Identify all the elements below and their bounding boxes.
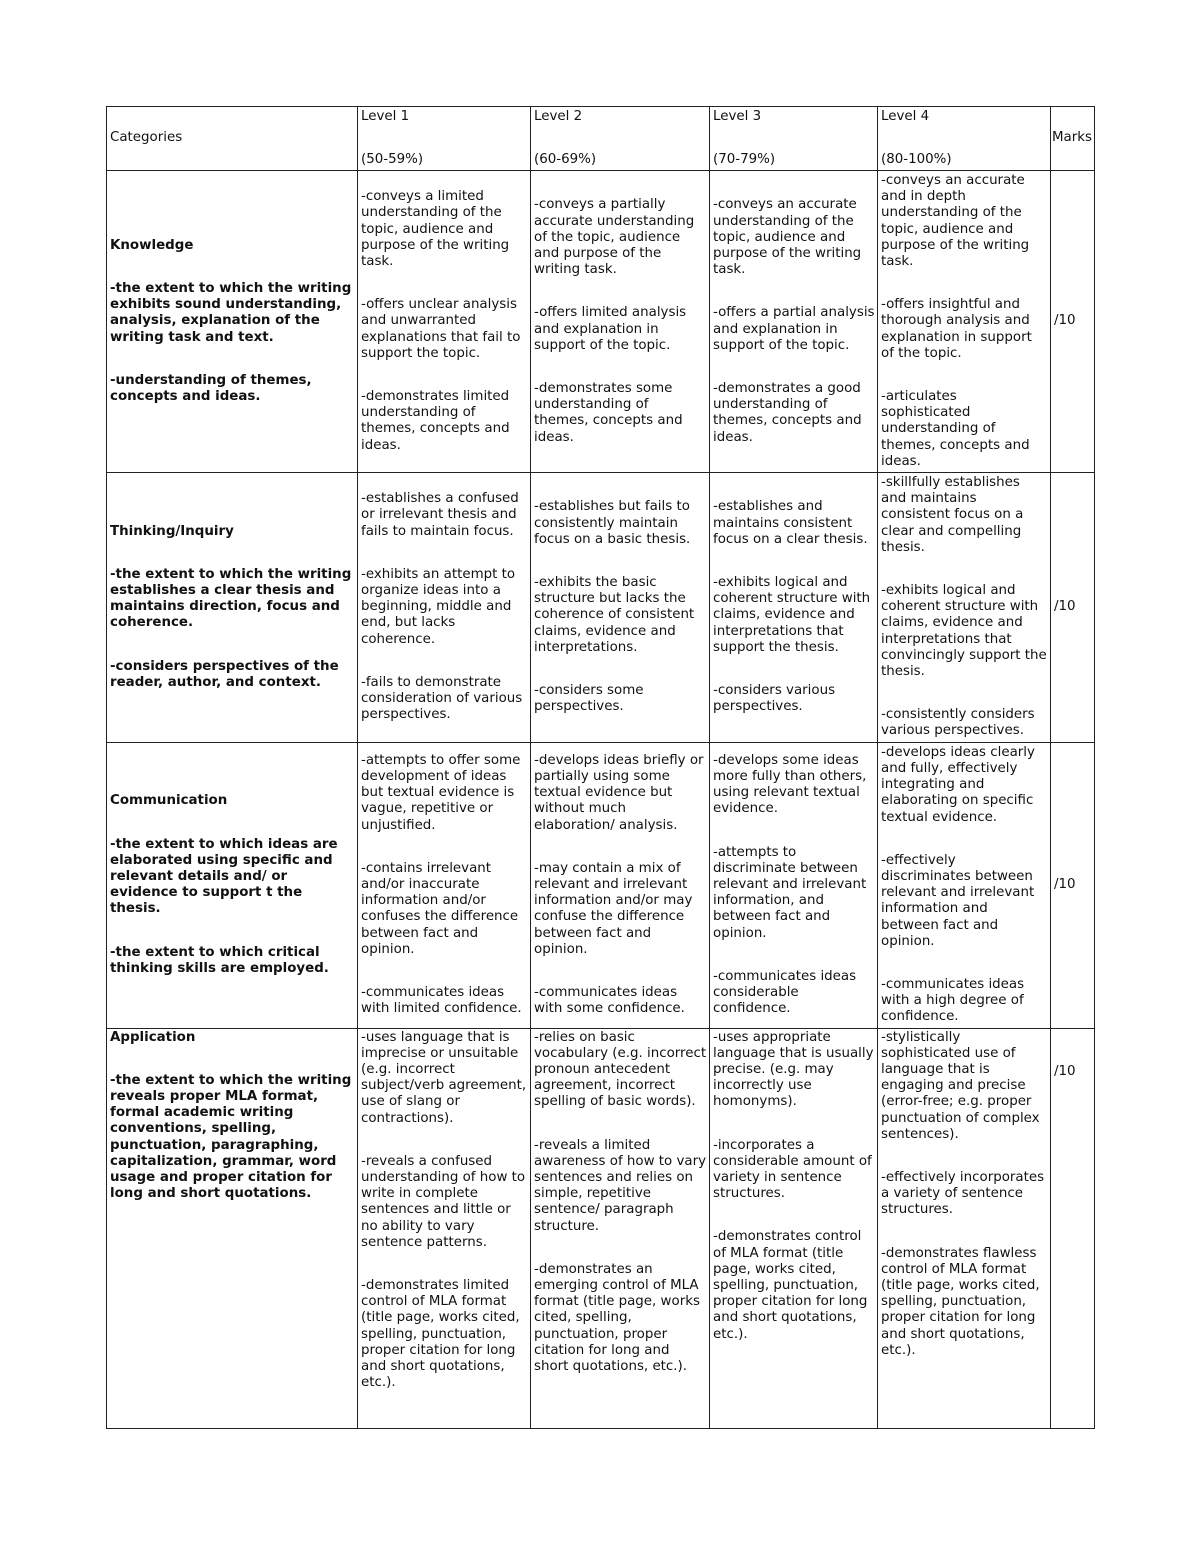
criterion-text: -communicates ideas considerable confidence. bbox=[713, 968, 857, 1017]
criterion-text: -demonstrates an emerging control of MLA format (title page, works cited, spelling, punctuation, proper citation for long and short quotations, etc.). bbox=[534, 1261, 700, 1374]
criterion-text: -establishes a confused or irrelevant thesis and fails to maintain focus. bbox=[361, 491, 519, 539]
criterion-text: -establishes and maintains consistent focus on a clear thesis. bbox=[713, 499, 868, 547]
criterion-text: -demonstrates limited control of MLA format (title page, works cited, spelling, punctuation, proper citation for long and short quotations, etc.). bbox=[361, 1277, 520, 1391]
criterion-text: -demonstrates a good understanding of themes, concepts and ideas. bbox=[713, 380, 862, 445]
category-description: -the extent to which the writing establishes a clear thesis and maintains direction, focus and coherence. bbox=[110, 566, 352, 631]
level-name: Level 1 bbox=[361, 109, 410, 125]
category-cell bbox=[107, 1028, 358, 1428]
criterion-text: -conveys a limited understanding of the topic, audience and purpose of the writing task. bbox=[361, 189, 510, 270]
level-4-header bbox=[878, 107, 1051, 171]
criterion-text: -develops ideas clearly and fully, effectively integrating and elaborating on specific textual evidence. bbox=[881, 744, 1035, 825]
level-1-cell bbox=[358, 742, 531, 1028]
criterion-text: -communicates ideas with limited confidence. bbox=[361, 985, 522, 1017]
criterion-text: -relies on basic vocabulary (e.g. incorrect pronoun antecedent agreement, incorrect spelling of basic words). bbox=[534, 1029, 707, 1110]
criterion-text: -incorporates a considerable amount of variety in sentence structures. bbox=[713, 1137, 872, 1202]
category-title: Thinking/Inquiry bbox=[110, 523, 234, 539]
criterion-text: -attempts to discriminate between relevant and irrelevant information, and between fact and opinion. bbox=[713, 844, 867, 941]
criterion-text: -effectively discriminates between relevant and irrelevant information and between fact and opinion. bbox=[881, 852, 1035, 949]
criterion-text: -exhibits logical and coherent structure with claims, evidence and interpretations that support the thesis. bbox=[713, 574, 871, 655]
level-2-cell bbox=[531, 1028, 710, 1428]
level-3-cell bbox=[710, 742, 878, 1028]
level-2-cell bbox=[531, 742, 710, 1028]
category-description: -the extent to which critical thinking skills are employed. bbox=[110, 944, 329, 976]
criterion-text: -demonstrates control of MLA format (title page, works cited, spelling, punctuation, proper citation for long and short quotations, etc.). bbox=[713, 1229, 868, 1342]
level-1-header bbox=[358, 107, 531, 171]
criterion-text: -develops some ideas more fully than others, using relevant textual evidence. bbox=[713, 752, 867, 817]
criterion-text: -consistently considers various perspectives. bbox=[881, 707, 1035, 739]
level-4-cell bbox=[878, 1028, 1051, 1428]
rubric-row-thinking-inquiry bbox=[107, 473, 1095, 743]
header-row bbox=[107, 107, 1095, 171]
marks-header: Marks bbox=[1051, 107, 1095, 171]
criterion-text: -offers limited analysis and explanation in support of the topic. bbox=[534, 305, 687, 353]
rubric-table bbox=[106, 106, 1095, 1429]
level-3-cell bbox=[710, 171, 878, 473]
criterion-text: -effectively incorporates a variety of sentence structures. bbox=[881, 1169, 1045, 1218]
marks-cell: /10 bbox=[1051, 473, 1095, 743]
level-3-header bbox=[710, 107, 878, 171]
level-4-cell bbox=[878, 473, 1051, 743]
criterion-text: -fails to demonstrate consideration of various perspectives. bbox=[361, 674, 523, 723]
level-4-cell bbox=[878, 742, 1051, 1028]
level-range: (50-59%) bbox=[361, 151, 424, 167]
criterion-text: -reveals a limited awareness of how to vary sentences and relies on simple, repetitive sentence/ paragraph structure. bbox=[534, 1137, 707, 1234]
criterion-text: -contains irrelevant and/or inaccurate information and/or confuses the difference between fact and opinion. bbox=[361, 860, 519, 957]
rubric-row-application bbox=[107, 1028, 1095, 1428]
criterion-text: -establishes but fails to consistently maintain focus on a basic thesis. bbox=[534, 499, 691, 547]
criterion-text: -considers some perspectives. bbox=[534, 682, 644, 715]
criterion-text: -conveys a partially accurate understanding of the topic, audience and purpose of the writing task. bbox=[534, 197, 695, 278]
criterion-text: -articulates sophisticated understanding of themes, concepts and ideas. bbox=[881, 389, 1030, 469]
level-1-cell bbox=[358, 171, 531, 473]
criterion-text: -considers various perspectives. bbox=[713, 682, 836, 715]
level-range: (60-69%) bbox=[534, 151, 597, 167]
level-name: Level 4 bbox=[881, 109, 930, 125]
level-4-cell bbox=[878, 171, 1051, 473]
level-name: Level 3 bbox=[713, 109, 762, 125]
category-description: -considers perspectives of the reader, author, and context. bbox=[110, 658, 339, 690]
criterion-text: -uses language that is imprecise or unsuitable (e.g. incorrect subject/verb agreement, use of slang or contractions). bbox=[361, 1029, 527, 1126]
criterion-text: -may contain a mix of relevant and irrelevant information and/or may confuse the difference between fact and opinion. bbox=[534, 860, 693, 957]
criterion-text: -demonstrates limited understanding of themes, concepts and ideas. bbox=[361, 389, 510, 453]
level-range: (70-79%) bbox=[713, 151, 776, 167]
level-name: Level 2 bbox=[534, 109, 583, 125]
level-3-cell bbox=[710, 1028, 878, 1428]
rubric-row-communication bbox=[107, 742, 1095, 1028]
criterion-text: -conveys an accurate understanding of the topic, audience and purpose of the writing task. bbox=[713, 197, 862, 278]
category-cell bbox=[107, 742, 358, 1028]
criterion-text: -skillfully establishes and maintains consistent focus on a clear and compelling thesis. bbox=[881, 475, 1024, 555]
marks-cell: /10 bbox=[1051, 171, 1095, 473]
criterion-text: -develops ideas briefly or partially using some textual evidence but without much elaboration/ analysis. bbox=[534, 752, 704, 833]
criterion-text: -exhibits the basic structure but lacks the coherence of consistent claims, evidence and interpretations. bbox=[534, 574, 695, 655]
category-title: Knowledge bbox=[110, 237, 194, 253]
criterion-text: -demonstrates some understanding of themes, concepts and ideas. bbox=[534, 380, 683, 445]
criterion-text: -offers unclear analysis and unwarranted explanations that fail to support the topic. bbox=[361, 297, 521, 361]
criterion-text: -exhibits logical and coherent structure with claims, evidence and interpretations that convincingly support the thesis. bbox=[881, 583, 1047, 680]
category-cell bbox=[107, 171, 358, 473]
criterion-text: -offers a partial analysis and explanation in support of the topic. bbox=[713, 305, 875, 353]
category-description: -the extent to which the writing reveals proper MLA format, formal academic writing conventions, spelling, punctuation, paragraphing, capitalization, grammar, word usage and proper citation for long and short quotations. bbox=[110, 1072, 352, 1202]
criterion-text: -reveals a confused understanding of how to write in complete sentences and little or no ability to vary sentence patterns. bbox=[361, 1153, 526, 1250]
category-title: Application bbox=[110, 1029, 196, 1045]
criterion-text: -stylistically sophisticated use of language that is engaging and precise (error-free; e.g. proper punctuation of complex sentences). bbox=[881, 1029, 1040, 1142]
rubric-row-knowledge bbox=[107, 171, 1095, 473]
level-2-header bbox=[531, 107, 710, 171]
criterion-text: -attempts to offer some development of ideas but textual evidence is vague, repetitive or unjustified. bbox=[361, 752, 521, 833]
categories-header: Categories bbox=[107, 107, 358, 171]
category-description: -understanding of themes, concepts and ideas. bbox=[110, 372, 312, 405]
level-1-cell bbox=[358, 473, 531, 743]
category-description: -the extent to which the writing exhibits sound understanding, analysis, explanation of the writing task and text. bbox=[110, 281, 352, 345]
criterion-text: -offers insightful and thorough analysis and explanation in support of the topic. bbox=[881, 297, 1032, 361]
criterion-text: -uses appropriate language that is usually precise. (e.g. may incorrectly use homonyms). bbox=[713, 1029, 874, 1110]
level-range: (80-100%) bbox=[881, 151, 952, 167]
category-title: Communication bbox=[110, 793, 228, 809]
level-1-cell bbox=[358, 1028, 531, 1428]
level-3-cell bbox=[710, 473, 878, 743]
level-2-cell bbox=[531, 171, 710, 473]
marks-cell: /10 bbox=[1051, 742, 1095, 1028]
criterion-text: -demonstrates flawless control of MLA format (title page, works cited, spelling, punctuation, proper citation for long and short quotations, etc.). bbox=[881, 1245, 1040, 1358]
criterion-text: -communicates ideas with some confidence. bbox=[534, 985, 685, 1017]
category-description: -the extent to which ideas are elaborated using specific and relevant details and/ or evidence to support t the thesis. bbox=[110, 836, 338, 917]
marks-cell: /10 bbox=[1051, 1028, 1095, 1428]
criterion-text: -conveys an accurate and in depth understanding of the topic, audience and purpose of the writing task. bbox=[881, 173, 1030, 270]
criterion-text: -communicates ideas with a high degree of confidence. bbox=[881, 976, 1025, 1025]
level-2-cell bbox=[531, 473, 710, 743]
criterion-text: -exhibits an attempt to organize ideas into a beginning, middle and end, but lacks coherence. bbox=[361, 566, 516, 647]
category-cell bbox=[107, 473, 358, 743]
